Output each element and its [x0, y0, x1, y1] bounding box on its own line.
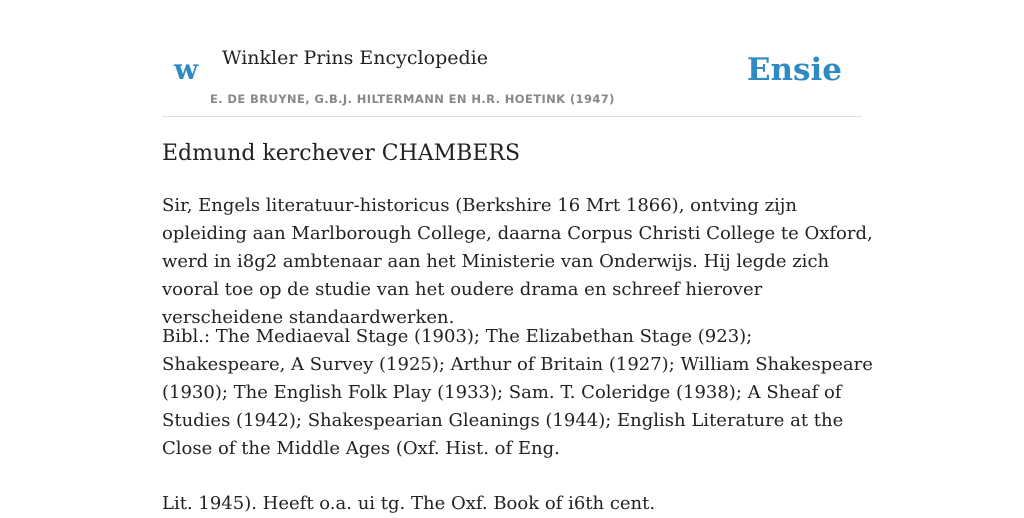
- source-title-link[interactable]: Winkler Prins Encyclopedie: [222, 47, 488, 69]
- article-paragraph-literature: Lit. 1945). Heeft o.a. ui tg. The Oxf. Book of i6th cent.: [162, 493, 656, 514]
- article-title: Edmund kerchever CHAMBERS: [162, 141, 521, 166]
- winkler-prins-logo[interactable]: w: [174, 53, 199, 86]
- ensie-logo-link[interactable]: Ensie: [746, 52, 842, 88]
- site-header: [162, 0, 862, 117]
- article-paragraph-biography: Sir, Engels literatuur-historicus (Berkshire 16 Mrt 1866), ontving zijn opleiding aan Marlborough College, daarna Corpus Christi College te Oxford, werd in i8g2 ambtenaar aan het Ministerie van Onderwijs. Hij legde zich vooral toe op de studie van het oudere drama en schreef hierover verscheidene standaardwerken.: [162, 195, 873, 328]
- source-authors: E. DE BRUYNE, G.B.J. HILTERMANN EN H.R. HOETINK (1947): [210, 92, 615, 106]
- article-paragraph-bibliography: Bibl.: The Mediaeval Stage (1903); The Elizabethan Stage (923); Shakespeare, A Survey (1925); Arthur of Britain (1927); William Shakespeare (1930); The English Folk Play (1933); Sam. T. Coleridge (1938); A Sheaf of Studies (1942); Shakespearian Gleanings (1944); English Literature at the Close of the Middle Ages (Oxf. Hist. of Eng.: [162, 326, 873, 459]
